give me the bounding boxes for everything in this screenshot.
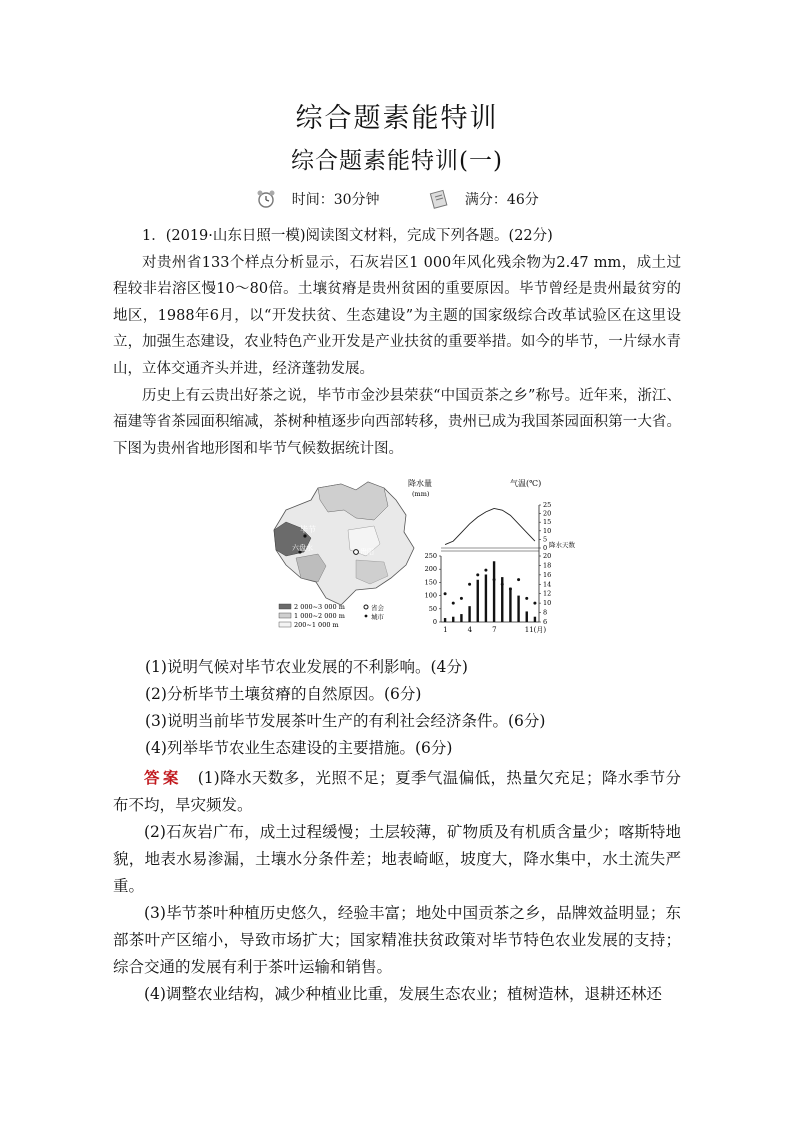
sub-question-4: (4)列举毕节农业生态建设的主要措施。(6分) (145, 739, 453, 757)
days-tick-label: 12 (543, 589, 552, 598)
answer-2: (2)石灰岩广布，成土过程缓慢；土层较薄，矿物质及有机质含量少；喀斯特地貌，地表水易渗漏，土壤水分条件差；地表崎岖，坡度大，降水集中，水土流失严重。 (113, 823, 681, 895)
precip-tick-label: 0 (432, 618, 437, 626)
climate-chart (408, 478, 576, 634)
precip-bar (485, 574, 487, 622)
precip-bar (509, 588, 511, 622)
precip-bar (517, 596, 519, 622)
x-tick-label: 1 (443, 626, 448, 634)
rain-day-point (476, 573, 479, 576)
page-subtitle: 综合题素能特训(一) (291, 148, 503, 174)
precip-bar (526, 611, 528, 622)
chart-right-bottom-label: 降水天数 (549, 541, 575, 549)
days-tick-label: 16 (543, 570, 552, 579)
temp-tick-label: 10 (543, 526, 552, 535)
rain-day-point (517, 578, 520, 581)
chart-right-top-label: 气温(℃) (510, 479, 542, 488)
days-tick-label: 18 (543, 561, 552, 570)
temp-tick-label: 0 (543, 544, 548, 552)
chart-left-unit: (mm) (412, 490, 430, 498)
answer-label: 答案 (144, 768, 182, 787)
temp-tick-label: 25 (543, 501, 552, 509)
days-tick-label: 6 (543, 618, 548, 626)
material-paragraph-1: 对贵州省133个样点分析显示，石灰岩区1 000年风化残余物为2.47 mm，成土过程较非岩溶区慢10～80倍。土壤贫瘠是贵州贫困的重要原因。毕节曾经是贵州最贫穷的地区，1988年6月，以“开发扶贫、生态建设”为主题的国家级综合改革试验区在这里设立，加强生态建设，农业特色产业开发是产业扶贫的重要举措。如今的毕节，一片绿水青山，立体交通齐头并进，经济蓬勃发展。 (113, 254, 681, 377)
map-label-bijie: 毕节 (300, 525, 316, 534)
rain-day-point (493, 578, 496, 581)
precip-bar (468, 606, 470, 622)
legend-high: 2 000~3 000 m (294, 603, 345, 611)
precip-tick-label: 150 (424, 578, 437, 587)
sub-question-3: (3)说明当前毕节发展茶叶生产的有利社会经济条件。(6分) (145, 712, 546, 730)
question-stem: 1．(2019·山东日照一模)阅读图文材料，完成下列各题。(22分) (142, 228, 553, 244)
rain-day-point (460, 597, 463, 600)
question-text (113, 223, 681, 462)
precip-tick-label: 250 (424, 552, 437, 560)
days-tick-label: 8 (543, 608, 548, 617)
bijie-marker (303, 534, 306, 537)
legend-city: 城市 (371, 613, 384, 621)
days-tick-label: 14 (543, 580, 552, 589)
answer-block (113, 764, 681, 1008)
time-label: 时间：30分钟 (291, 192, 380, 208)
page-title: 综合题素能特训 (295, 103, 499, 134)
precip-bar (534, 617, 536, 622)
temperature-line (445, 508, 535, 544)
map-label-liupanshui: 六盘水 (292, 544, 313, 552)
rain-day-point (484, 569, 487, 572)
answer-4: (4)调整农业结构，减少种植业比重，发展生态农业；植树造林，退耕还林还 (144, 985, 662, 1003)
precip-bar (460, 614, 462, 622)
precip-bar (477, 580, 479, 622)
answer-1: (1)降水天数多，光照不足；夏季气温偏低，热量欠充足；降水季节分布不均，旱灾频发。 (113, 769, 681, 814)
rain-day-point (501, 583, 504, 586)
precip-tick-label: 50 (428, 604, 437, 613)
days-tick-label: 10 (543, 599, 552, 608)
alarm-clock-icon (255, 188, 277, 210)
precip-bar (493, 561, 495, 622)
precip-tick-label: 200 (424, 565, 437, 574)
score-paper-icon (428, 188, 450, 210)
x-tick-label: 4 (467, 626, 473, 634)
x-tick-label: 11(月) (524, 626, 547, 634)
rain-day-point (533, 602, 536, 605)
precip-bar (452, 617, 454, 622)
answer-3: (3)毕节茶叶种植历史悠久，经验丰富；地处中国贡茶之乡，品牌效益明显；东部茶叶产区缩小，导致市场扩大；国家精准扶贫政策对毕节特色农业发展的支持；综合交通的发展有利于茶叶运输和销售。 (113, 904, 681, 976)
figure-svg (256, 470, 575, 638)
sub-question-2: (2)分析毕节土壤贫瘠的自然原因。(6分) (145, 685, 422, 703)
rain-day-point (468, 583, 471, 586)
guiyang-marker (354, 550, 359, 555)
legend-mid: 1 000~2 000 m (294, 612, 345, 620)
precip-bar (444, 618, 446, 622)
material-paragraph-2: 历史上有云贵出好茶之说，毕节市金沙县荣获“中国贡茶之乡”称号。近年来，浙江、福建等省茶园面积缩减，茶树种植逐步向西部转移，贵州已成为我国茶园面积第一大省。下图为贵州省地形图和毕节气候数据统计图。 (113, 387, 681, 457)
temp-tick-label: 15 (543, 518, 552, 527)
figure (256, 470, 575, 638)
map-label-guiyang: 贵阳 (360, 548, 374, 556)
temp-tick-label: 5 (543, 535, 548, 544)
score-label: 满分：46分 (464, 192, 539, 208)
chart-left-label: 降水量 (408, 479, 432, 488)
x-tick-label: 7 (492, 626, 497, 634)
rain-day-point (525, 597, 528, 600)
guizhou-topographic-map (274, 482, 414, 629)
exam-meta (0, 188, 794, 210)
sub-question-1: (1)说明气候对毕节农业发展的不利影响。(4分) (145, 658, 468, 676)
rain-day-point (509, 588, 512, 591)
rain-day-point (452, 602, 455, 605)
legend-capital: 省会 (371, 604, 384, 612)
days-tick-label: 20 (543, 552, 552, 560)
legend-low: 200~1 000 m (294, 621, 339, 629)
rain-day-point (444, 592, 447, 595)
precip-tick-label: 100 (424, 591, 437, 600)
temp-tick-label: 20 (543, 509, 552, 518)
